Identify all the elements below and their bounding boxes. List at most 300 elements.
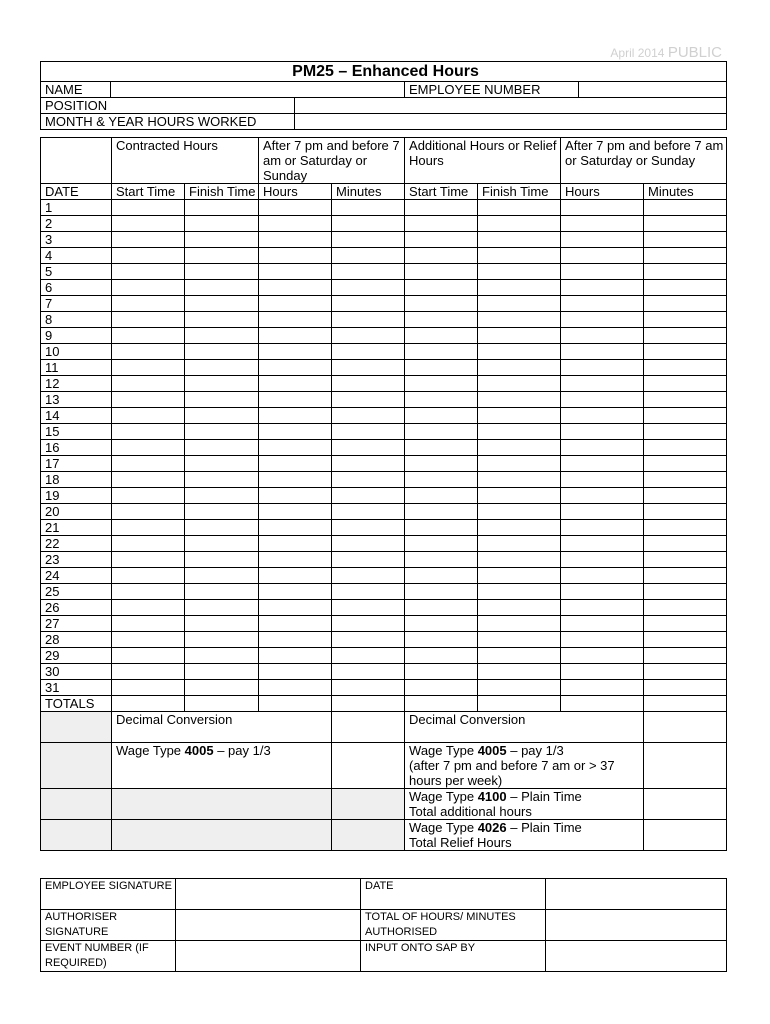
day-entry-cell[interactable] bbox=[478, 312, 561, 328]
day-entry-cell[interactable] bbox=[478, 552, 561, 568]
day-entry-cell[interactable] bbox=[332, 392, 405, 408]
day-entry-cell[interactable] bbox=[112, 568, 185, 584]
day-entry-cell[interactable] bbox=[259, 680, 332, 696]
day-entry-cell[interactable] bbox=[259, 328, 332, 344]
day-number: 7 bbox=[41, 296, 112, 312]
month-year-label: MONTH & YEAR HOURS WORKED bbox=[41, 114, 295, 130]
day-entry-cell[interactable] bbox=[259, 632, 332, 648]
employee-number-field[interactable] bbox=[579, 82, 727, 98]
position-field[interactable] bbox=[295, 98, 727, 114]
day-entry-cell[interactable] bbox=[561, 472, 644, 488]
day-entry-cell[interactable] bbox=[332, 376, 405, 392]
day-entry-cell[interactable] bbox=[478, 200, 561, 216]
day-entry-cell[interactable] bbox=[185, 408, 259, 424]
day-entry-cell[interactable] bbox=[561, 424, 644, 440]
day-entry-cell[interactable] bbox=[332, 488, 405, 504]
day-entry-cell[interactable] bbox=[561, 632, 644, 648]
day-number: 24 bbox=[41, 568, 112, 584]
day-entry-cell[interactable] bbox=[112, 456, 185, 472]
day-entry-cell[interactable] bbox=[644, 232, 727, 248]
day-entry-cell[interactable] bbox=[644, 296, 727, 312]
day-entry-cell[interactable] bbox=[112, 328, 185, 344]
day-entry-cell[interactable] bbox=[112, 280, 185, 296]
day-entry-cell[interactable] bbox=[644, 376, 727, 392]
day-entry-cell[interactable] bbox=[478, 456, 561, 472]
day-entry-cell[interactable] bbox=[405, 200, 478, 216]
day-entry-cell[interactable] bbox=[561, 408, 644, 424]
day-entry-cell[interactable] bbox=[561, 552, 644, 568]
wage-type-4005-label-2: Wage Type 4005 – pay 1/3 (after 7 pm and before 7 am or > 37 hours per week) bbox=[405, 743, 644, 789]
day-entry-cell[interactable] bbox=[259, 360, 332, 376]
day-entry-cell[interactable] bbox=[332, 280, 405, 296]
name-label: NAME bbox=[41, 82, 111, 98]
day-entry-cell[interactable] bbox=[259, 520, 332, 536]
day-entry-cell[interactable] bbox=[185, 632, 259, 648]
day-row bbox=[41, 280, 727, 296]
day-entry-cell[interactable] bbox=[112, 312, 185, 328]
day-entry-cell[interactable] bbox=[185, 584, 259, 600]
day-entry-cell[interactable] bbox=[259, 280, 332, 296]
day-entry-cell[interactable] bbox=[259, 504, 332, 520]
day-number: 17 bbox=[41, 456, 112, 472]
day-entry-cell[interactable] bbox=[112, 584, 185, 600]
day-entry-cell[interactable] bbox=[332, 456, 405, 472]
day-entry-cell[interactable] bbox=[332, 200, 405, 216]
day-entry-cell[interactable] bbox=[478, 248, 561, 264]
day-entry-cell[interactable] bbox=[644, 520, 727, 536]
day-entry-cell[interactable] bbox=[405, 328, 478, 344]
day-entry-cell[interactable] bbox=[185, 328, 259, 344]
name-field[interactable] bbox=[111, 82, 405, 98]
day-entry-cell[interactable] bbox=[185, 616, 259, 632]
day-entry-cell[interactable] bbox=[478, 600, 561, 616]
day-entry-cell[interactable] bbox=[185, 312, 259, 328]
day-entry-cell[interactable] bbox=[259, 200, 332, 216]
day-entry-cell[interactable] bbox=[332, 216, 405, 232]
day-entry-cell[interactable] bbox=[259, 440, 332, 456]
day-entry-cell[interactable] bbox=[478, 632, 561, 648]
day-entry-cell[interactable] bbox=[644, 648, 727, 664]
day-entry-cell[interactable] bbox=[644, 504, 727, 520]
wage-type-4026-value[interactable] bbox=[644, 820, 727, 851]
day-entry-cell[interactable] bbox=[478, 584, 561, 600]
day-entry-cell[interactable] bbox=[112, 216, 185, 232]
day-entry-cell[interactable] bbox=[112, 200, 185, 216]
day-entry-cell[interactable] bbox=[112, 424, 185, 440]
day-entry-cell[interactable] bbox=[478, 296, 561, 312]
totals-cell[interactable] bbox=[478, 696, 561, 712]
day-entry-cell[interactable] bbox=[644, 616, 727, 632]
day-entry-cell[interactable] bbox=[259, 392, 332, 408]
authoriser-signature-field[interactable] bbox=[176, 910, 361, 941]
grey-cell bbox=[112, 789, 332, 820]
day-entry-cell[interactable] bbox=[561, 664, 644, 680]
day-entry-cell[interactable] bbox=[259, 648, 332, 664]
day-entry-cell[interactable] bbox=[259, 600, 332, 616]
day-entry-cell[interactable] bbox=[185, 456, 259, 472]
day-entry-cell[interactable] bbox=[478, 360, 561, 376]
totals-cell[interactable] bbox=[405, 696, 478, 712]
day-entry-cell[interactable] bbox=[259, 552, 332, 568]
day-entry-cell[interactable] bbox=[561, 360, 644, 376]
day-entry-cell[interactable] bbox=[259, 216, 332, 232]
day-entry-cell[interactable] bbox=[478, 536, 561, 552]
day-entry-cell[interactable] bbox=[561, 488, 644, 504]
day-entry-cell[interactable] bbox=[332, 408, 405, 424]
day-entry-cell[interactable] bbox=[259, 568, 332, 584]
day-entry-cell[interactable] bbox=[405, 280, 478, 296]
day-entry-cell[interactable] bbox=[185, 680, 259, 696]
day-entry-cell[interactable] bbox=[405, 312, 478, 328]
grey-cell bbox=[41, 712, 112, 743]
totals-cell[interactable] bbox=[185, 696, 259, 712]
day-entry-cell[interactable] bbox=[332, 664, 405, 680]
day-number: 16 bbox=[41, 440, 112, 456]
day-entry-cell[interactable] bbox=[405, 488, 478, 504]
day-entry-cell[interactable] bbox=[112, 680, 185, 696]
day-entry-cell[interactable] bbox=[332, 680, 405, 696]
day-entry-cell[interactable] bbox=[478, 472, 561, 488]
day-entry-cell[interactable] bbox=[478, 504, 561, 520]
day-entry-cell[interactable] bbox=[561, 600, 644, 616]
day-entry-cell[interactable] bbox=[405, 680, 478, 696]
day-entry-cell[interactable] bbox=[644, 680, 727, 696]
day-entry-cell[interactable] bbox=[405, 600, 478, 616]
day-entry-cell[interactable] bbox=[644, 328, 727, 344]
finish-time-header: Finish Time bbox=[185, 184, 259, 200]
day-entry-cell[interactable] bbox=[332, 536, 405, 552]
day-entry-cell[interactable] bbox=[259, 536, 332, 552]
day-entry-cell[interactable] bbox=[185, 344, 259, 360]
day-entry-cell[interactable] bbox=[644, 344, 727, 360]
day-row bbox=[41, 584, 727, 600]
day-entry-cell[interactable] bbox=[332, 616, 405, 632]
day-entry-cell[interactable] bbox=[185, 440, 259, 456]
day-entry-cell[interactable] bbox=[259, 408, 332, 424]
day-entry-cell[interactable] bbox=[332, 568, 405, 584]
day-entry-cell[interactable] bbox=[478, 408, 561, 424]
day-entry-cell[interactable] bbox=[259, 264, 332, 280]
day-entry-cell[interactable] bbox=[185, 280, 259, 296]
wage-type-4100-value[interactable] bbox=[644, 789, 727, 820]
day-entry-cell[interactable] bbox=[259, 376, 332, 392]
day-entry-cell[interactable] bbox=[561, 232, 644, 248]
day-entry-cell[interactable] bbox=[478, 232, 561, 248]
day-entry-cell[interactable] bbox=[259, 296, 332, 312]
day-entry-cell[interactable] bbox=[561, 520, 644, 536]
day-entry-cell[interactable] bbox=[478, 280, 561, 296]
day-entry-cell[interactable] bbox=[478, 616, 561, 632]
totals-cell[interactable] bbox=[259, 696, 332, 712]
day-entry-cell[interactable] bbox=[561, 680, 644, 696]
day-entry-cell[interactable] bbox=[112, 248, 185, 264]
day-entry-cell[interactable] bbox=[644, 200, 727, 216]
wage-type-4005-value[interactable] bbox=[332, 743, 405, 789]
day-entry-cell[interactable] bbox=[644, 664, 727, 680]
day-entry-cell[interactable] bbox=[112, 520, 185, 536]
day-entry-cell[interactable] bbox=[185, 488, 259, 504]
day-entry-cell[interactable] bbox=[112, 264, 185, 280]
day-entry-cell[interactable] bbox=[478, 392, 561, 408]
day-entry-cell[interactable] bbox=[644, 360, 727, 376]
day-entry-cell[interactable] bbox=[259, 248, 332, 264]
day-entry-cell[interactable] bbox=[561, 568, 644, 584]
grey-cell bbox=[112, 820, 332, 851]
day-entry-cell[interactable] bbox=[112, 232, 185, 248]
day-entry-cell[interactable] bbox=[478, 520, 561, 536]
day-entry-cell[interactable] bbox=[561, 280, 644, 296]
day-entry-cell[interactable] bbox=[405, 248, 478, 264]
day-entry-cell[interactable] bbox=[332, 328, 405, 344]
day-entry-cell[interactable] bbox=[185, 392, 259, 408]
day-row bbox=[41, 424, 727, 440]
grey-cell bbox=[41, 743, 112, 789]
day-entry-cell[interactable] bbox=[405, 232, 478, 248]
day-entry-cell[interactable] bbox=[185, 264, 259, 280]
day-entry-cell[interactable] bbox=[644, 552, 727, 568]
day-entry-cell[interactable] bbox=[332, 424, 405, 440]
month-year-field[interactable] bbox=[295, 114, 727, 130]
day-entry-cell[interactable] bbox=[112, 296, 185, 312]
day-entry-cell[interactable] bbox=[561, 312, 644, 328]
day-number: 11 bbox=[41, 360, 112, 376]
day-entry-cell[interactable] bbox=[185, 472, 259, 488]
day-row bbox=[41, 680, 727, 696]
day-entry-cell[interactable] bbox=[478, 344, 561, 360]
day-entry-cell[interactable] bbox=[478, 328, 561, 344]
day-entry-cell[interactable] bbox=[405, 456, 478, 472]
day-entry-cell[interactable] bbox=[332, 552, 405, 568]
day-number: 4 bbox=[41, 248, 112, 264]
totals-cell[interactable] bbox=[332, 696, 405, 712]
totals-cell[interactable] bbox=[112, 696, 185, 712]
day-entry-cell[interactable] bbox=[112, 648, 185, 664]
day-entry-cell[interactable] bbox=[332, 360, 405, 376]
day-number: 15 bbox=[41, 424, 112, 440]
day-entry-cell[interactable] bbox=[405, 472, 478, 488]
day-entry-cell[interactable] bbox=[112, 536, 185, 552]
employee-signature-label: EMPLOYEE SIGNATURE bbox=[41, 879, 176, 910]
day-entry-cell[interactable] bbox=[185, 216, 259, 232]
day-entry-cell[interactable] bbox=[112, 504, 185, 520]
day-entry-cell[interactable] bbox=[478, 648, 561, 664]
day-entry-cell[interactable] bbox=[259, 584, 332, 600]
day-entry-cell[interactable] bbox=[185, 536, 259, 552]
day-entry-cell[interactable] bbox=[185, 232, 259, 248]
day-entry-cell[interactable] bbox=[259, 232, 332, 248]
day-entry-cell[interactable] bbox=[112, 344, 185, 360]
day-entry-cell[interactable] bbox=[644, 280, 727, 296]
day-entry-cell[interactable] bbox=[644, 472, 727, 488]
day-entry-cell[interactable] bbox=[185, 200, 259, 216]
day-entry-cell[interactable] bbox=[332, 648, 405, 664]
day-entry-cell[interactable] bbox=[405, 552, 478, 568]
day-entry-cell[interactable] bbox=[478, 664, 561, 680]
day-entry-cell[interactable] bbox=[561, 648, 644, 664]
day-entry-cell[interactable] bbox=[405, 344, 478, 360]
day-entry-cell[interactable] bbox=[405, 568, 478, 584]
day-entry-cell[interactable] bbox=[405, 424, 478, 440]
day-entry-cell[interactable] bbox=[185, 296, 259, 312]
day-entry-cell[interactable] bbox=[185, 504, 259, 520]
day-entry-cell[interactable] bbox=[332, 312, 405, 328]
decimal-conversion-value-2[interactable] bbox=[644, 712, 727, 743]
day-entry-cell[interactable] bbox=[644, 488, 727, 504]
day-entry-cell[interactable] bbox=[405, 536, 478, 552]
day-entry-cell[interactable] bbox=[185, 552, 259, 568]
decimal-conversion-value[interactable] bbox=[332, 712, 405, 743]
day-entry-cell[interactable] bbox=[561, 200, 644, 216]
day-entry-cell[interactable] bbox=[112, 376, 185, 392]
day-entry-cell[interactable] bbox=[405, 264, 478, 280]
day-entry-cell[interactable] bbox=[478, 424, 561, 440]
day-entry-cell[interactable] bbox=[332, 600, 405, 616]
day-entry-cell[interactable] bbox=[405, 616, 478, 632]
day-entry-cell[interactable] bbox=[644, 216, 727, 232]
day-entry-cell[interactable] bbox=[561, 504, 644, 520]
day-entry-cell[interactable] bbox=[185, 648, 259, 664]
day-entry-cell[interactable] bbox=[332, 232, 405, 248]
day-entry-cell[interactable] bbox=[332, 504, 405, 520]
day-entry-cell[interactable] bbox=[332, 440, 405, 456]
day-entry-cell[interactable] bbox=[405, 408, 478, 424]
day-entry-cell[interactable] bbox=[112, 664, 185, 680]
day-number: 9 bbox=[41, 328, 112, 344]
day-entry-cell[interactable] bbox=[644, 408, 727, 424]
day-entry-cell[interactable] bbox=[644, 584, 727, 600]
day-entry-cell[interactable] bbox=[259, 344, 332, 360]
employee-signature-field[interactable] bbox=[176, 879, 361, 910]
day-entry-cell[interactable] bbox=[405, 376, 478, 392]
day-entry-cell[interactable] bbox=[561, 456, 644, 472]
day-entry-cell[interactable] bbox=[259, 456, 332, 472]
additional-hours-header: Additional Hours or Relief Hours bbox=[405, 138, 561, 184]
day-entry-cell[interactable] bbox=[112, 440, 185, 456]
day-entry-cell[interactable] bbox=[185, 376, 259, 392]
day-row bbox=[41, 568, 727, 584]
day-entry-cell[interactable] bbox=[561, 376, 644, 392]
day-entry-cell[interactable] bbox=[478, 680, 561, 696]
day-entry-cell[interactable] bbox=[332, 264, 405, 280]
day-entry-cell[interactable] bbox=[332, 520, 405, 536]
day-entry-cell[interactable] bbox=[259, 312, 332, 328]
day-entry-cell[interactable] bbox=[561, 392, 644, 408]
day-entry-cell[interactable] bbox=[478, 488, 561, 504]
day-entry-cell[interactable] bbox=[112, 488, 185, 504]
day-entry-cell[interactable] bbox=[332, 472, 405, 488]
day-entry-cell[interactable] bbox=[561, 296, 644, 312]
day-entry-cell[interactable] bbox=[644, 424, 727, 440]
day-entry-cell[interactable] bbox=[478, 440, 561, 456]
day-entry-cell[interactable] bbox=[644, 392, 727, 408]
day-entry-cell[interactable] bbox=[332, 296, 405, 312]
day-entry-cell[interactable] bbox=[112, 472, 185, 488]
day-entry-cell[interactable] bbox=[332, 248, 405, 264]
day-entry-cell[interactable] bbox=[478, 568, 561, 584]
day-entry-cell[interactable] bbox=[644, 312, 727, 328]
day-entry-cell[interactable] bbox=[561, 264, 644, 280]
day-entry-cell[interactable] bbox=[561, 536, 644, 552]
day-entry-cell[interactable] bbox=[478, 264, 561, 280]
day-entry-cell[interactable] bbox=[644, 568, 727, 584]
day-entry-cell[interactable] bbox=[332, 344, 405, 360]
day-entry-cell[interactable] bbox=[405, 440, 478, 456]
day-entry-cell[interactable] bbox=[644, 456, 727, 472]
event-number-label: EVENT NUMBER (IF REQUIRED) bbox=[41, 941, 176, 972]
day-entry-cell[interactable] bbox=[405, 648, 478, 664]
day-entry-cell[interactable] bbox=[644, 440, 727, 456]
day-entry-cell[interactable] bbox=[112, 632, 185, 648]
day-row bbox=[41, 664, 727, 680]
day-entry-cell[interactable] bbox=[185, 248, 259, 264]
day-entry-cell[interactable] bbox=[405, 504, 478, 520]
day-entry-cell[interactable] bbox=[259, 472, 332, 488]
day-entry-cell[interactable] bbox=[112, 600, 185, 616]
day-entry-cell[interactable] bbox=[185, 600, 259, 616]
day-entry-cell[interactable] bbox=[259, 616, 332, 632]
total-authorised-field[interactable] bbox=[546, 910, 727, 941]
day-entry-cell[interactable] bbox=[405, 360, 478, 376]
day-entry-cell[interactable] bbox=[644, 632, 727, 648]
day-entry-cell[interactable] bbox=[644, 600, 727, 616]
day-entry-cell[interactable] bbox=[259, 488, 332, 504]
day-entry-cell[interactable] bbox=[405, 584, 478, 600]
day-entry-cell[interactable] bbox=[112, 616, 185, 632]
day-entry-cell[interactable] bbox=[185, 664, 259, 680]
totals-cell[interactable] bbox=[644, 696, 727, 712]
day-entry-cell[interactable] bbox=[332, 584, 405, 600]
day-entry-cell[interactable] bbox=[561, 616, 644, 632]
day-entry-cell[interactable] bbox=[405, 216, 478, 232]
date-field[interactable] bbox=[546, 879, 727, 910]
day-number: 14 bbox=[41, 408, 112, 424]
day-entry-cell[interactable] bbox=[405, 632, 478, 648]
day-entry-cell[interactable] bbox=[405, 664, 478, 680]
day-number: 26 bbox=[41, 600, 112, 616]
day-entry-cell[interactable] bbox=[405, 392, 478, 408]
day-entry-cell[interactable] bbox=[561, 584, 644, 600]
day-entry-cell[interactable] bbox=[259, 424, 332, 440]
day-entry-cell[interactable] bbox=[185, 520, 259, 536]
day-entry-cell[interactable] bbox=[259, 664, 332, 680]
day-entry-cell[interactable] bbox=[561, 216, 644, 232]
day-entry-cell[interactable] bbox=[561, 328, 644, 344]
day-entry-cell[interactable] bbox=[112, 552, 185, 568]
event-number-field[interactable] bbox=[176, 941, 361, 972]
day-entry-cell[interactable] bbox=[561, 440, 644, 456]
day-entry-cell[interactable] bbox=[561, 248, 644, 264]
day-entry-cell[interactable] bbox=[112, 408, 185, 424]
day-entry-cell[interactable] bbox=[644, 536, 727, 552]
day-entry-cell[interactable] bbox=[644, 264, 727, 280]
day-entry-cell[interactable] bbox=[405, 520, 478, 536]
day-entry-cell[interactable] bbox=[332, 632, 405, 648]
day-entry-cell[interactable] bbox=[405, 296, 478, 312]
day-entry-cell[interactable] bbox=[644, 248, 727, 264]
day-entry-cell[interactable] bbox=[185, 360, 259, 376]
input-sap-field[interactable] bbox=[546, 941, 727, 972]
day-entry-cell[interactable] bbox=[185, 424, 259, 440]
wage-type-4005-value-2[interactable] bbox=[644, 743, 727, 789]
day-entry-cell[interactable] bbox=[478, 376, 561, 392]
day-entry-cell[interactable] bbox=[478, 216, 561, 232]
totals-cell[interactable] bbox=[561, 696, 644, 712]
day-entry-cell[interactable] bbox=[561, 344, 644, 360]
day-entry-cell[interactable] bbox=[112, 392, 185, 408]
form-title: PM25 – Enhanced Hours bbox=[41, 62, 727, 82]
day-entry-cell[interactable] bbox=[185, 568, 259, 584]
day-entry-cell[interactable] bbox=[112, 360, 185, 376]
